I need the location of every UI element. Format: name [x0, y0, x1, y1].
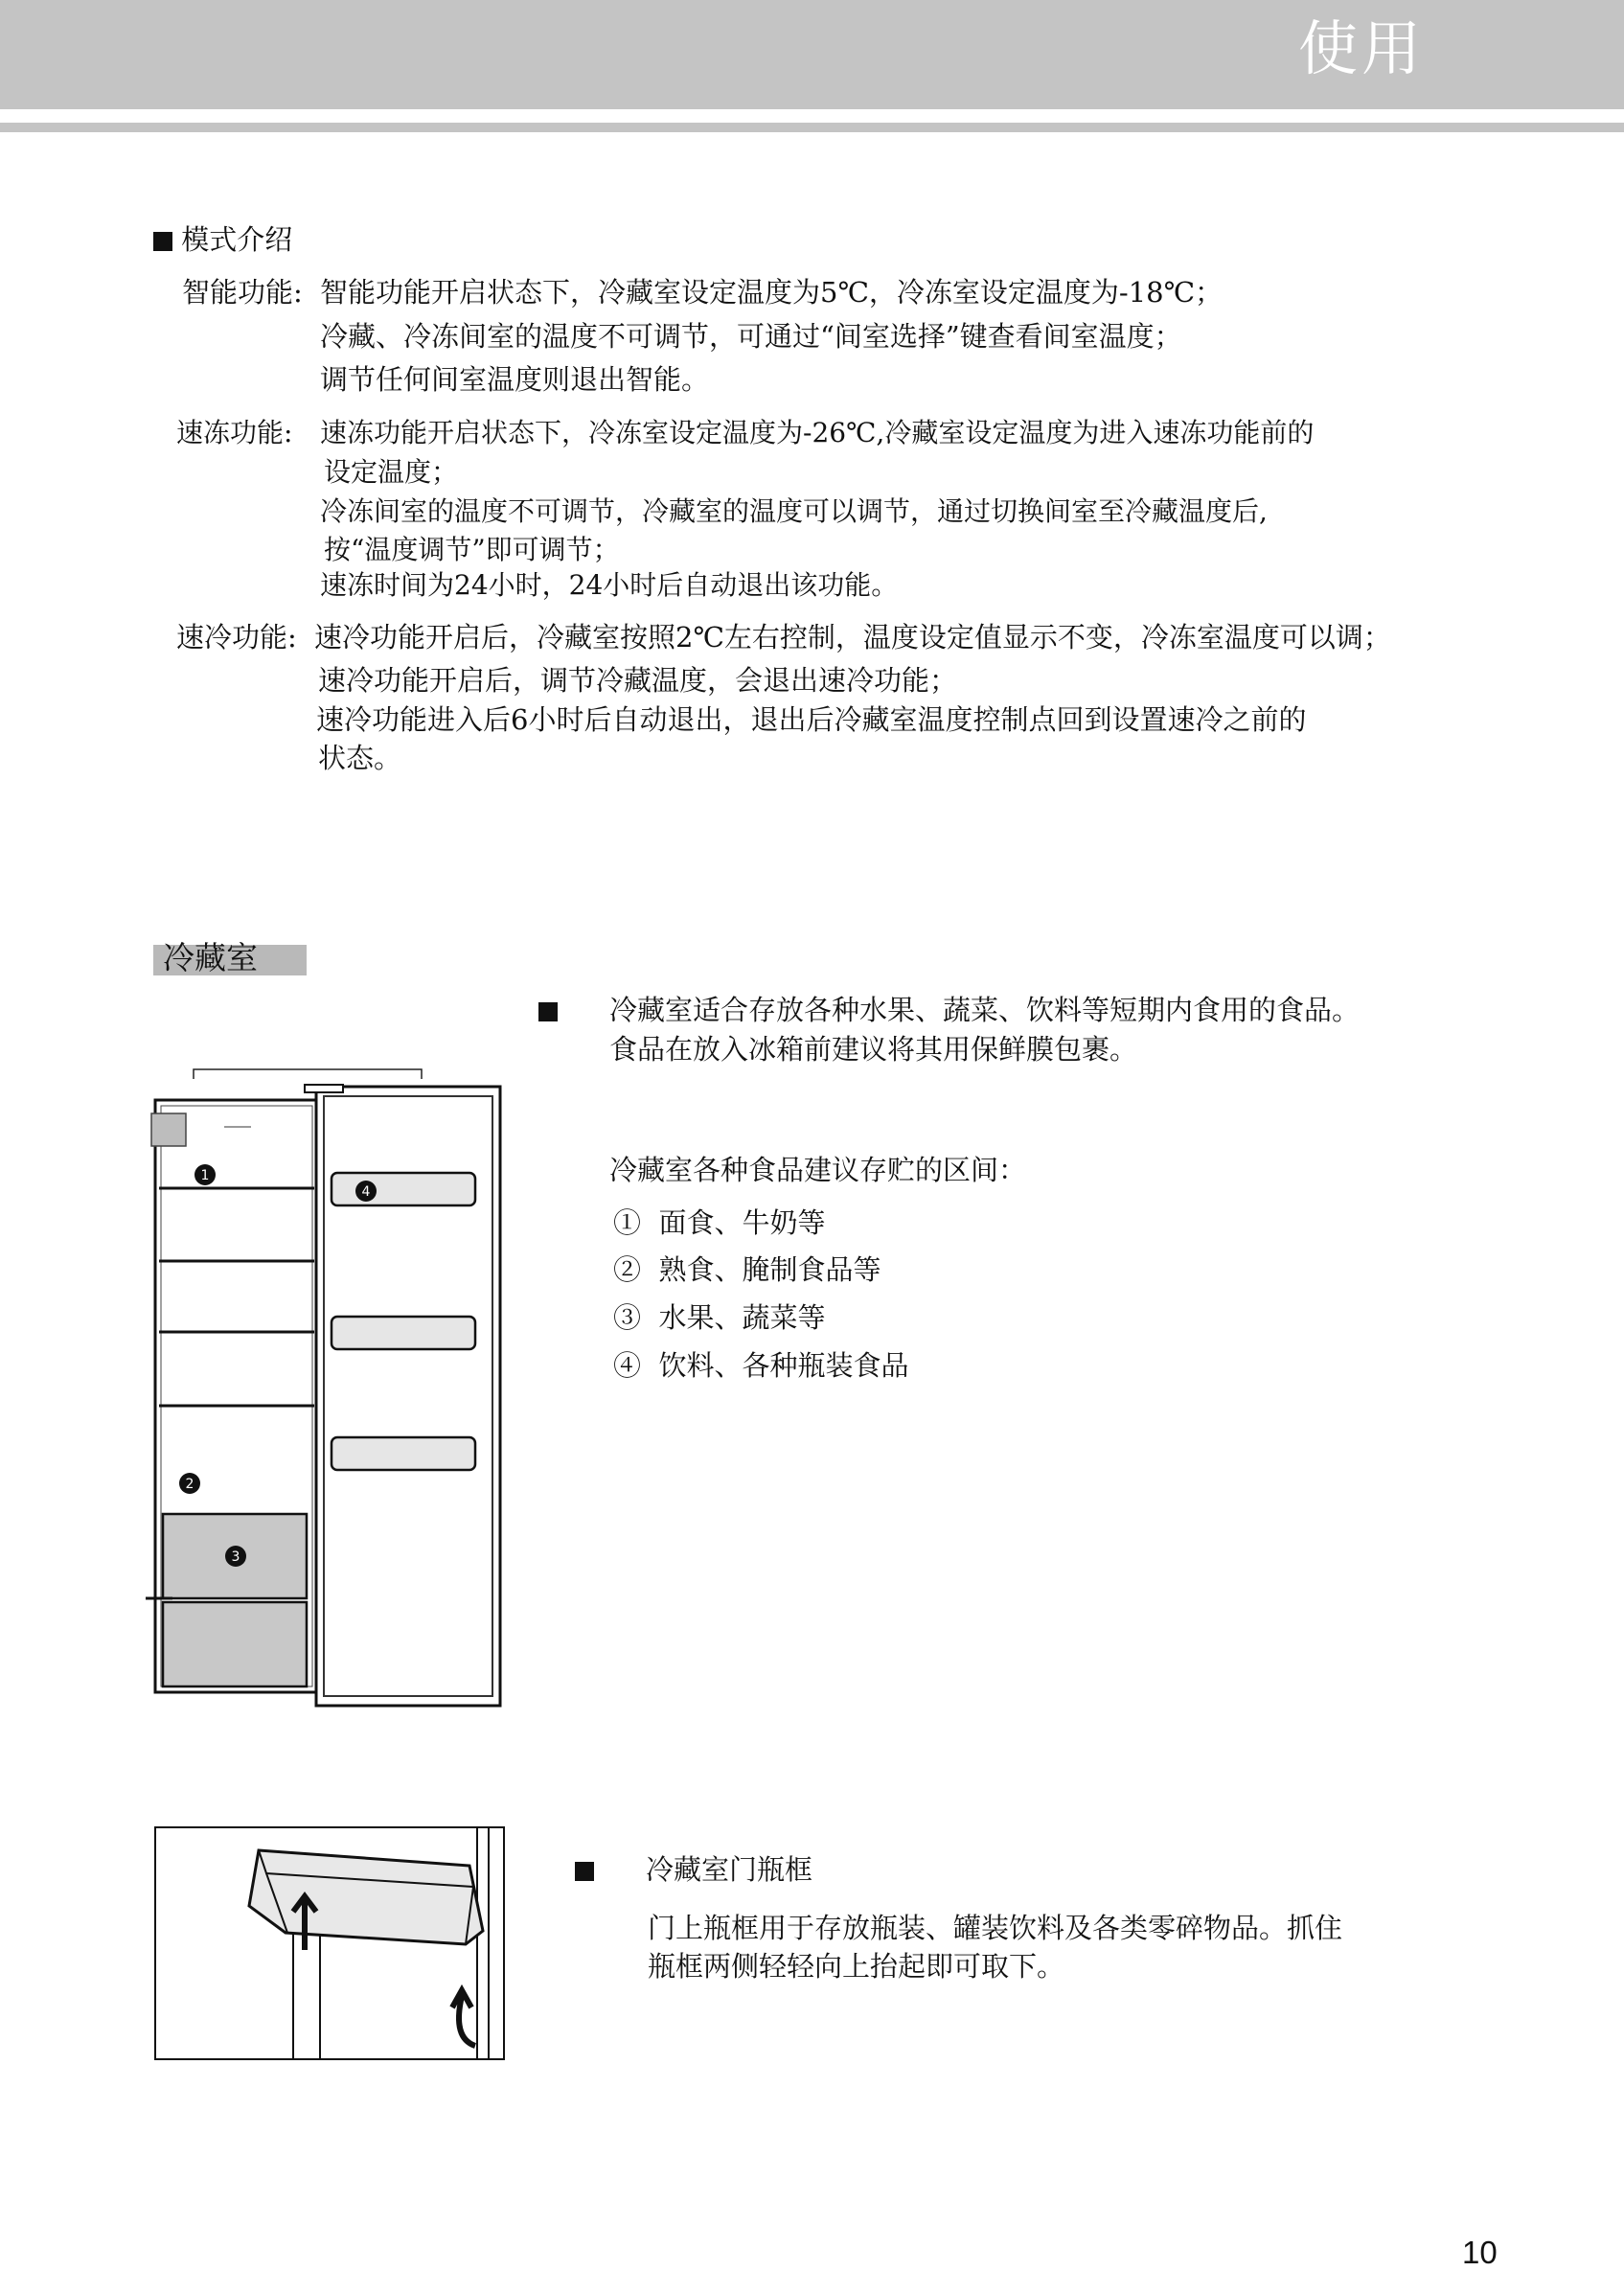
marker-3 [225, 1546, 246, 1567]
marker-1 [194, 1164, 216, 1185]
quickcool-line-4: 状态。 [318, 742, 402, 774]
door-bin-bullet [575, 1852, 594, 1887]
zone-item-3 [613, 1300, 825, 1335]
quickfreeze-line-2: 设定温度； [324, 456, 459, 488]
zone-item-4 [613, 1348, 908, 1383]
marker-1-label: 1 [200, 1168, 210, 1183]
zone-text: 水果、蔬菜等 [658, 1301, 826, 1334]
zone-item-2 [613, 1252, 881, 1287]
zone-mark: ② [613, 1253, 642, 1286]
fridge-intro-bullet [538, 993, 558, 1027]
door-bin-title: 冷藏室门瓶框 [646, 1853, 813, 1886]
zone-mark: ③ [613, 1301, 642, 1334]
door-bin-3 [332, 1437, 475, 1470]
fridge-diagram [144, 1064, 513, 1715]
square-bullet-icon [153, 232, 172, 251]
modes-heading [153, 222, 292, 257]
marker-4-label: 4 [361, 1184, 371, 1200]
door-bin-line-2: 瓶框两侧轻轻向上抬起即可取下。 [648, 1950, 1065, 1983]
header-rule [0, 123, 1624, 132]
page-number: 10 [1462, 2235, 1498, 2270]
door-bin-diagram [153, 1825, 508, 2061]
marker-2-label: 2 [185, 1477, 194, 1492]
zone-text: 面食、牛奶等 [658, 1206, 826, 1239]
quickfreeze-line-3: 冷冻间室的温度不可调节，冷藏室的温度可以调节，通过切换间室至冷藏温度后, [320, 495, 1268, 527]
page-title: 使用 [1298, 13, 1426, 83]
zone-mark: ① [613, 1206, 642, 1239]
marker-4 [355, 1181, 377, 1202]
marker-2 [179, 1473, 200, 1494]
crisper-bottom [163, 1602, 307, 1686]
zone-mark: ④ [613, 1349, 642, 1382]
quickfreeze-line-4: 按“温度调节”即可调节； [324, 534, 620, 565]
bin-body [249, 1850, 483, 1944]
zone-text: 饮料、各种瓶装食品 [658, 1349, 909, 1382]
quickcool-line-3: 速冷功能进入后6小时后自动退出，退出后冷藏室温度控制点回到设置速冷之前的 [316, 703, 1307, 736]
quickfreeze-line-1: 速冻功能开启状态下，冷冻室设定温度为-26℃,冷藏室设定温度为进入速冻功能前的 [320, 417, 1315, 448]
zone-item-1 [613, 1205, 825, 1240]
section-label-text: 冷藏室 [163, 939, 258, 976]
marker-3-label: 3 [231, 1549, 240, 1565]
modes-heading-text: 模式介绍 [181, 223, 293, 256]
section-label-fridge [153, 939, 307, 976]
smart-label: 智能功能: [182, 276, 303, 309]
door-bin-line-1: 门上瓶框用于存放瓶装、罐装饮料及各类零碎物品。抓住 [648, 1912, 1343, 1944]
quickcool-label: 速冷功能: [176, 621, 297, 654]
quickcool-line-1: 速冷功能开启后，冷藏室按照2℃左右控制，温度设定值显示不变，冷冻室温度可以调； [314, 621, 1391, 654]
smart-line-1: 智能功能开启状态下，冷藏室设定温度为5℃，冷冻室设定温度为-18℃； [320, 276, 1224, 309]
quickfreeze-label: 速冻功能: [176, 417, 293, 448]
zones-title: 冷藏室各种食品建议存贮的区间： [609, 1154, 1027, 1186]
smart-line-2: 冷藏、冷冻间室的温度不可调节，可通过“间室选择”键查看间室温度； [320, 320, 1182, 353]
quickcool-line-2: 速冷功能开启后，调节冷藏温度，会退出速冷功能； [318, 664, 958, 697]
door-bin-1 [332, 1173, 475, 1205]
zone-text: 熟食、腌制食品等 [658, 1253, 881, 1286]
door-bin-2 [332, 1317, 475, 1349]
top-bracket [194, 1069, 422, 1079]
fridge-intro-line-1: 冷藏室适合存放各种水果、蔬菜、饮料等短期内食用的食品。 [609, 994, 1361, 1026]
light-icon [151, 1113, 186, 1146]
square-bullet-icon [538, 1002, 558, 1021]
fridge-intro-line-2: 食品在放入冰箱前建议将其用保鲜膜包裹。 [609, 1033, 1138, 1066]
smart-line-3: 调节任何间室温度则退出智能。 [320, 363, 710, 396]
square-bullet-icon [575, 1862, 594, 1881]
door-hinge [305, 1085, 343, 1092]
quickfreeze-line-5: 速冻时间为24小时，24小时后自动退出该功能。 [320, 569, 899, 601]
